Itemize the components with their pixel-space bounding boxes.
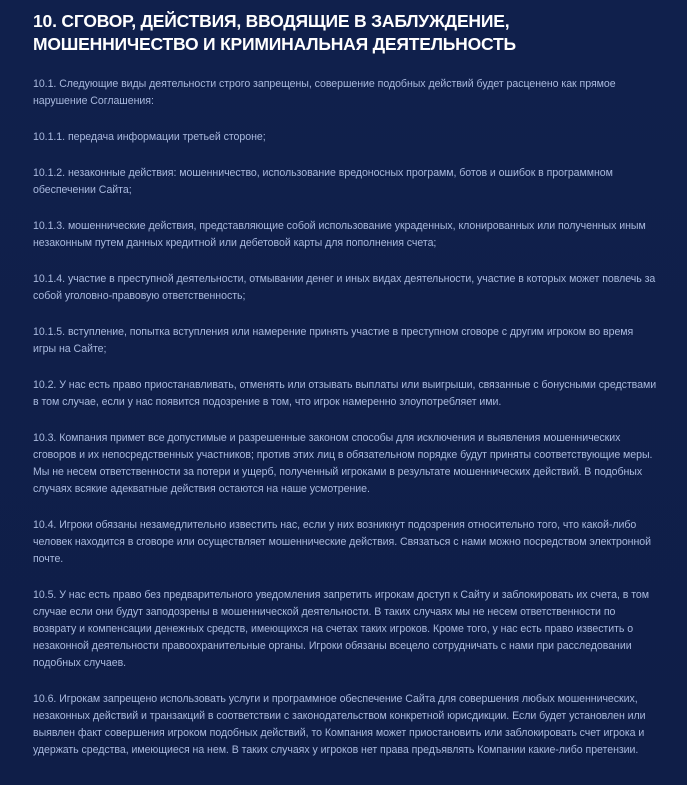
clause-10-4: 10.4. Игроки обязаны незамедлительно известить нас, если у них возникнут подозрения относительно того, что какой-либо человек находится в сговоре или осуществляет мошеннические действия. Связаться с нами можно посредством электронной почте. xyxy=(33,519,651,565)
clause-10-1: 10.1. Следующие виды деятельности строго запрещены, совершение подобных действий будет расценено как прямое нарушение Соглашения: xyxy=(33,78,616,107)
clause-10-5: 10.5. У нас есть право без предварительного уведомления запретить игрокам доступ к Сайту и заблокировать их счета, в том случае если они будут заподозрены в мошеннической деятельности. В таких случаях мы не несем ответственности по возврату и компенсации денежных средств, имеющихся на счетах таких игроков. Кроме того, у нас есть право известить о незаконной деятельности правоохранительные органы. Игроки обязаны всецело сотрудничать с нами при расследовании подобных случаев. xyxy=(33,589,649,669)
clause-10-1-3: 10.1.3. мошеннические действия, представляющие собой использование украденных, клонированных или полученных иным незаконным путем данных кредитной или дебетовой карты для пополнения счета; xyxy=(33,220,646,249)
clause-10-3: 10.3. Компания примет все допустимые и разрешенные законом способы для исключения и выявления мошеннических сговоров и их непосредственных участников; против этих лиц в обязательном порядке будут приняты соответствующие меры. Мы не несем ответственности за потери и ущерб, полученный игроками в результате мошеннических действий. В подобных случаях всякие адекватные действия остаются на наше усмотрение. xyxy=(33,432,653,495)
clause-list xyxy=(33,76,657,759)
clause-10-1-2: 10.1.2. незаконные действия: мошенничество, использование вредоносных программ, ботов и ошибок в программном обеспечении Сайта; xyxy=(33,167,613,196)
clause-10-1-4: 10.1.4. участие в преступной деятельности, отмывании денег и иных видах деятельности, участие в которых может повлечь за собой уголовно-правовую ответственность; xyxy=(33,273,656,302)
section-title: 10. СГОВОР, ДЕЙСТВИЯ, ВВОДЯЩИЕ В ЗАБЛУЖДЕНИЕ, МОШЕННИЧЕСТВО И КРИМИНАЛЬНАЯ ДЕЯТЕЛЬНОСТЬ xyxy=(33,11,516,54)
clause-10-6: 10.6. Игрокам запрещено использовать услуги и программное обеспечение Сайта для совершения любых мошеннических, незаконных действий и транзакций в соответствии с законодательством конкретной юрисдикции. Если будет установлен или выявлен факт совершения игроком подобных действий, то Компания может приостановить или заблокировать счет игрока и удержать средства, имеющиеся на нем. В таких случаях у игроков нет права предъявлять Компании какие-либо претензии. xyxy=(33,693,646,756)
clause-10-1-1: 10.1.1. передача информации третьей стороне; xyxy=(33,131,266,143)
clause-10-1-5: 10.1.5. вступление, попытка вступления или намерение принять участие в преступном сговоре с другим игроком во время игры на Сайте; xyxy=(33,326,634,355)
clause-10-2: 10.2. У нас есть право приостанавливать, отменять или отзывать выплаты или выигрыши, связанные с бонусными средствами в том случае, если у нас появится подозрение в том, что игрок намеренно злоупотребляет ими. xyxy=(33,379,657,408)
